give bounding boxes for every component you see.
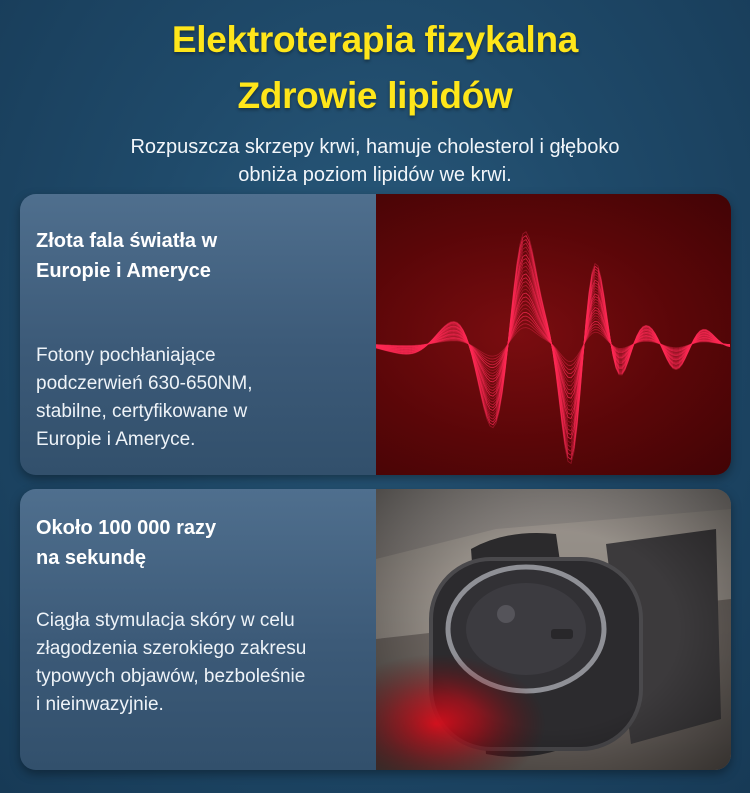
page-subtitle bbox=[0, 133, 750, 189]
card-description bbox=[36, 607, 361, 719]
card-description-line: i nieinwazyjnie. bbox=[36, 694, 164, 715]
wrist-device-graphic bbox=[376, 489, 731, 770]
feature-card-light-wave bbox=[20, 194, 731, 475]
card-description-line: typowych objawów, bezboleśnie bbox=[36, 666, 306, 687]
card-description-line: stabilne, certyfikowane w bbox=[36, 401, 248, 422]
card-description-line: Ciągła stymulacja skóry w celu bbox=[36, 610, 295, 631]
light-wave-graphic bbox=[376, 194, 731, 475]
card-description-line: Europie i Ameryce. bbox=[36, 429, 196, 450]
card-text-panel bbox=[20, 489, 376, 770]
subtitle-line2: obniża poziom lipidów we krwi. bbox=[238, 164, 512, 186]
card-description bbox=[36, 342, 356, 454]
card-description-line: Fotony pochłaniające bbox=[36, 345, 216, 366]
card-heading-line1: Złota fala światła w bbox=[36, 230, 218, 252]
card-heading-line1: Około 100 000 razy bbox=[36, 517, 217, 539]
card-heading bbox=[36, 226, 356, 286]
feature-card-stimulation bbox=[20, 489, 731, 770]
card-text-panel bbox=[20, 194, 376, 475]
page-title-line2: Zdrowie lipidów bbox=[237, 75, 513, 116]
card-description-line: złagodzenia szerokiego zakresu bbox=[36, 638, 307, 659]
page-title-line1: Elektroterapia fizykalna bbox=[171, 19, 579, 60]
card-heading-line2: na sekundę bbox=[36, 547, 147, 569]
card-heading bbox=[36, 513, 356, 573]
vignette bbox=[376, 489, 731, 770]
wrist-device-image bbox=[376, 489, 731, 770]
card-description-line: podczerwień 630-650NM, bbox=[36, 373, 253, 394]
subtitle-line1: Rozpuszcza skrzepy krwi, hamuje cholesterol i głęboko bbox=[130, 136, 620, 158]
red-light-wave-image bbox=[376, 194, 731, 475]
card-heading-line2: Europie i Ameryce bbox=[36, 260, 211, 282]
